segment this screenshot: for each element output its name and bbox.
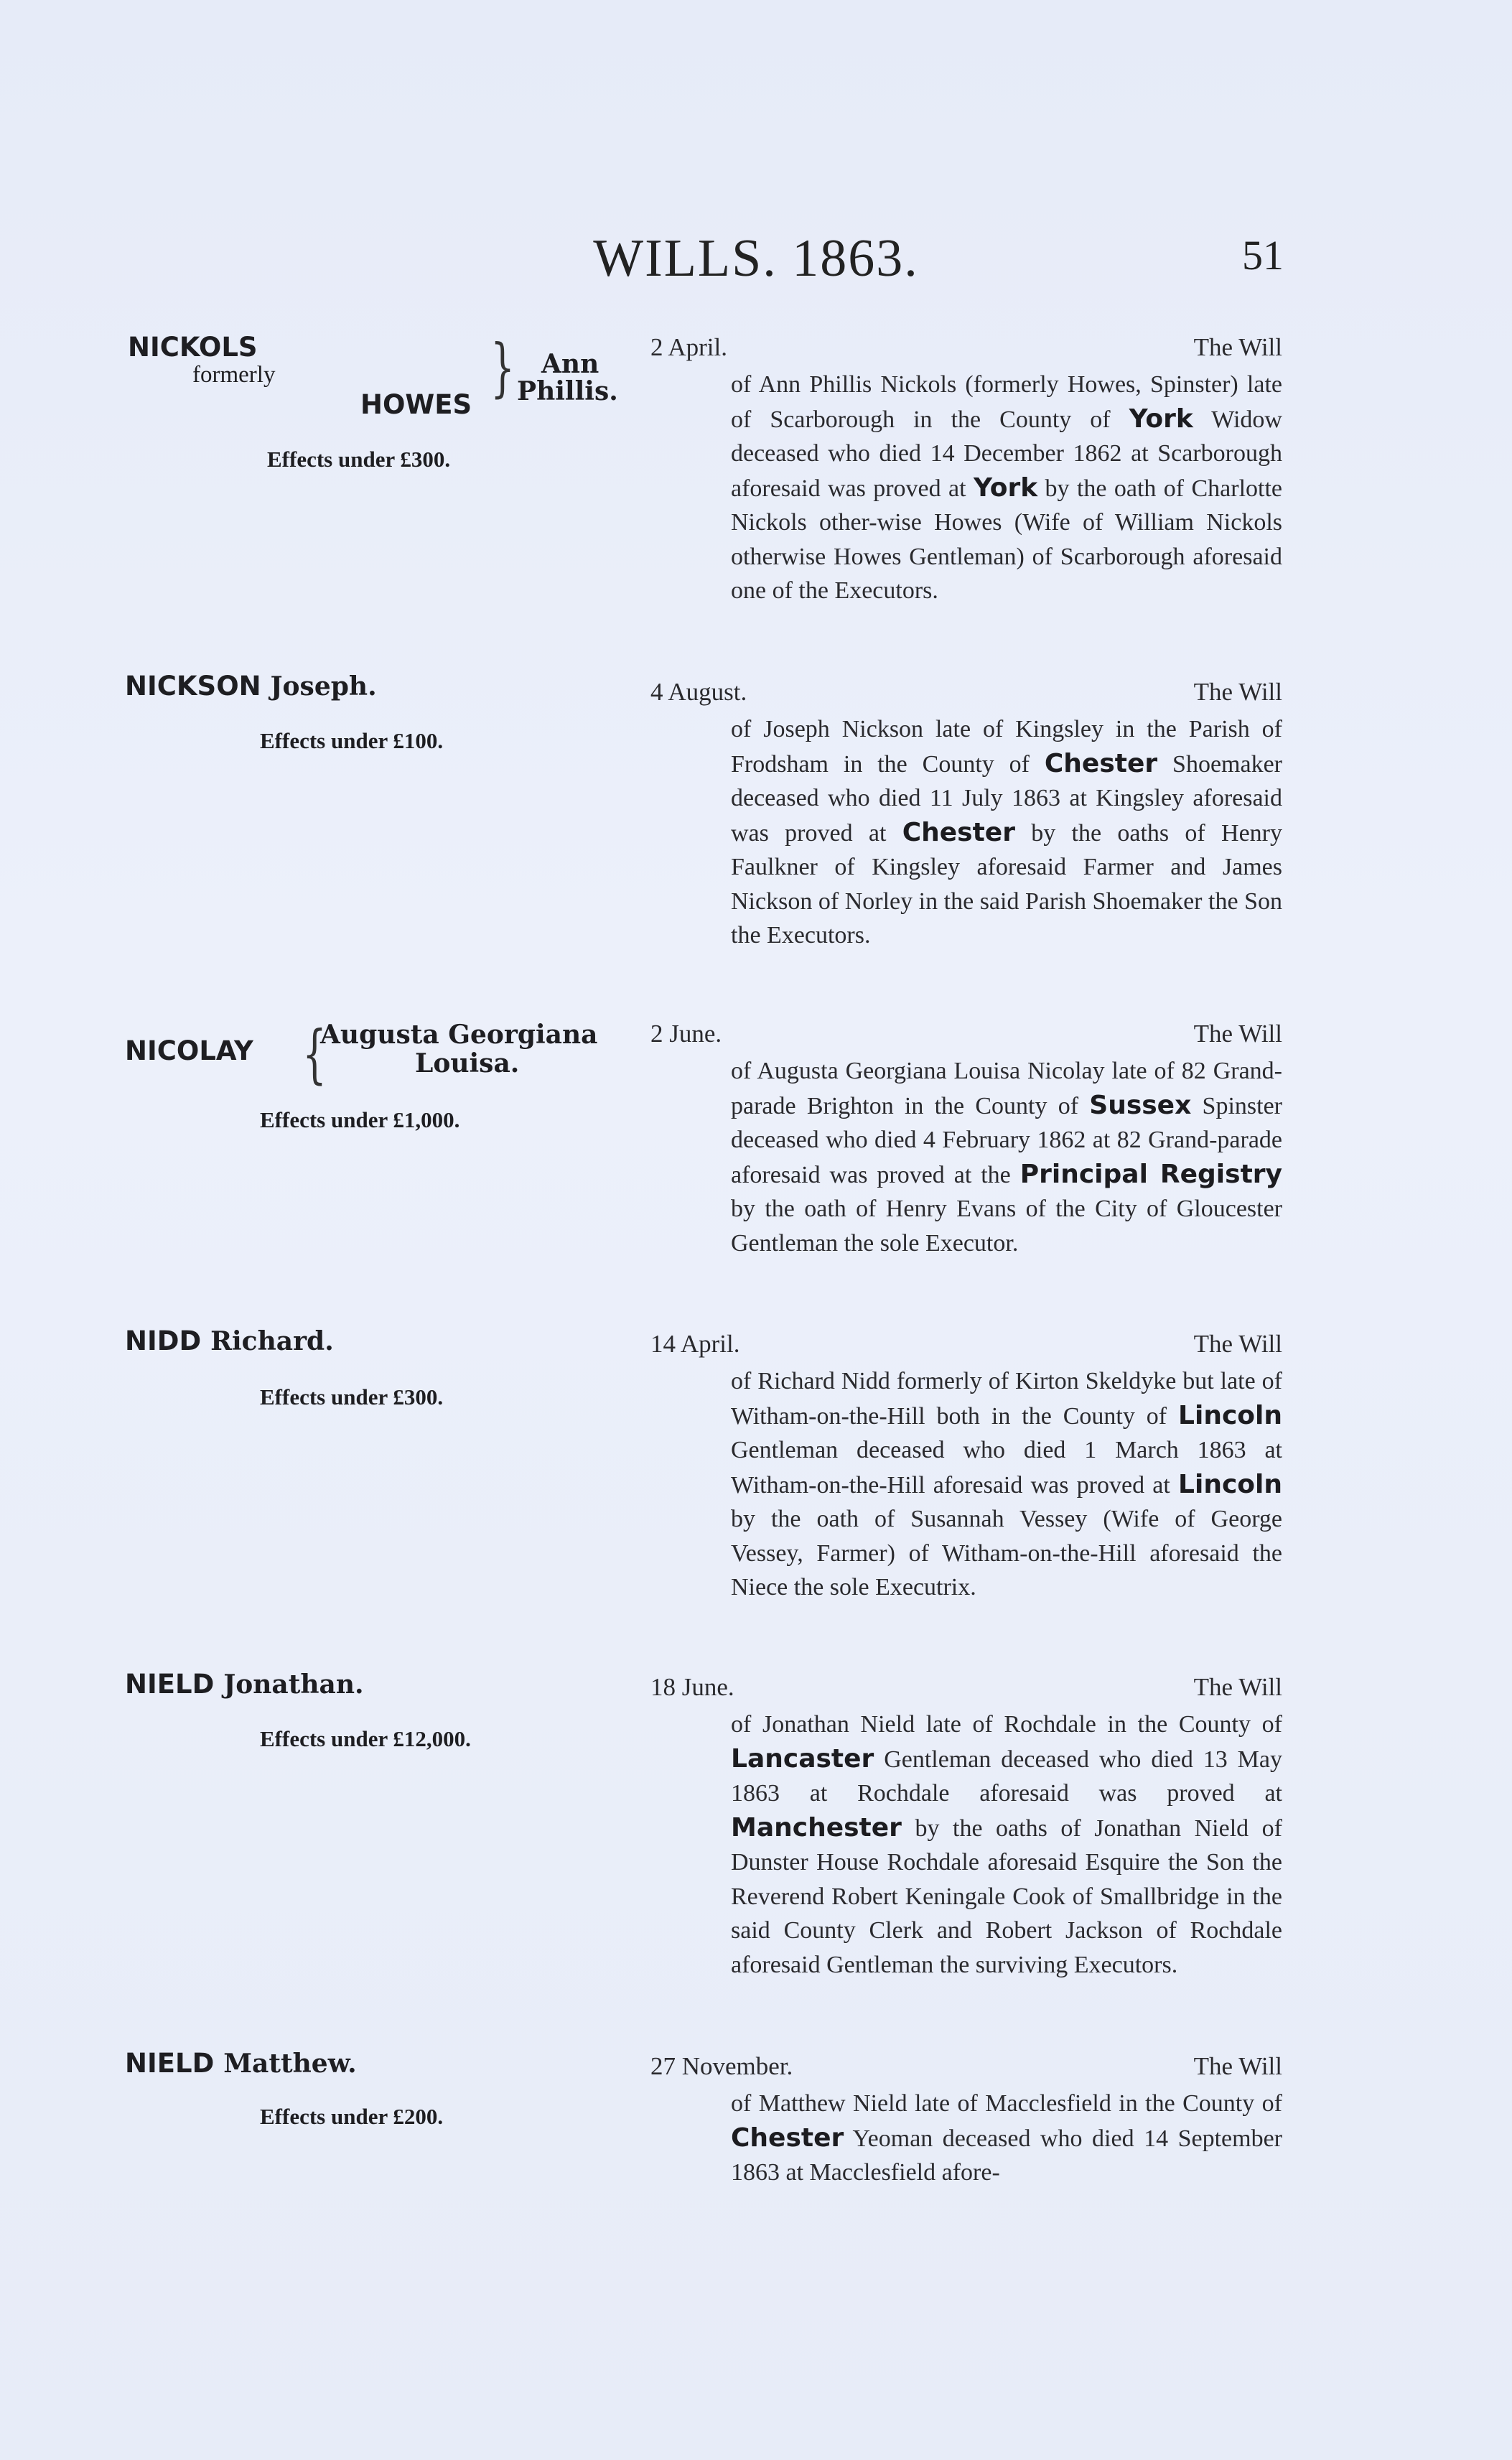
given-name: Joseph. — [270, 671, 377, 702]
probate-date: 2 April. — [650, 333, 727, 361]
county-name: Lincoln — [1178, 1469, 1282, 1499]
entry-body: of Augusta Georgiana Louisa Nicolay late of 82 Grand-parade Brighton in the County of Sussex Spinster deceased who died 4 February 1862 at 82 Grand-parade aforesaid was proved at the Principal Registry by the oath of Henry Evans of the City of Gloucester Gentleman the sole Executor. — [731, 1058, 1282, 1257]
entry-text-block — [643, 1673, 1282, 1982]
surname: NIELD — [125, 1669, 215, 1700]
surname: NICKSON — [125, 671, 261, 702]
probate-date: 18 June. — [650, 1673, 734, 1701]
entry-body: of Ann Phillis Nickols (formerly Howes, Spinster) late of Scarborough in the County of York Widow deceased who died 14 December 1862 at Scarborough aforesaid was proved at York by the oath of Charlotte Nickols other-wise Howes (Wife of William Nickols otherwise Howes Gentleman) of Scarborough aforesaid one of the Executors. — [731, 371, 1283, 604]
entry-text-block — [643, 2052, 1282, 2190]
former-surname: HOWES — [360, 389, 472, 420]
probate-date: 14 April. — [650, 1330, 740, 1358]
county-name: York — [1129, 404, 1193, 434]
will-label: The Will — [1193, 678, 1282, 706]
surname: NIELD — [125, 2048, 215, 2079]
surname: NICKOLS — [128, 332, 258, 363]
page-number: 51 — [1242, 232, 1284, 279]
entry-body: of Jonathan Nield late of Rochdale in the County of Lancaster Gentleman deceased who died 13 May 1863 at Rochdale aforesaid was proved at Manchester by the oaths of Jonathan Nield of Dunster House Rochdale aforesaid Esquire the Son the Reverend Robert Keningale Cook of Smallbridge in the said County Clerk and Robert Jackson of Rochdale aforesaid Gentleman the surviving Executors. — [731, 1711, 1282, 1978]
will-label: The Will — [1193, 1330, 1282, 1358]
page-title: WILLS. 1863. — [593, 229, 919, 288]
formerly-label: formerly — [192, 362, 276, 388]
entry-text-block — [643, 1330, 1282, 1605]
entry-text-block — [643, 1020, 1282, 1260]
county-name: Sussex — [1089, 1090, 1192, 1120]
county-name: Lincoln — [1178, 1400, 1282, 1430]
effects-value: Effects under £100. — [260, 728, 444, 753]
brace-glyph: { — [302, 1017, 327, 1091]
probate-date: 2 June. — [650, 1020, 722, 1048]
given-name-line1: Augusta Georgiana — [320, 1020, 598, 1050]
county-name: Chester — [1044, 748, 1158, 778]
effects-value: Effects under £200. — [260, 2104, 444, 2129]
entry-body: of Joseph Nickson late of Kingsley in the Parish of Frodsham in the County of Chester Shoemaker deceased who died 11 July 1863 at Kingsley aforesaid was proved at Chester by the oaths of Henry Faulkner of Kingsley aforesaid Farmer and James Nickson of Norley in the said Parish Shoemaker the Son the Executors. — [731, 716, 1282, 949]
county-name: Chester — [902, 817, 1015, 847]
entry-body: of Matthew Nield late of Macclesfield in the County of Chester Yeoman deceased who died 14 September 1863 at Macclesfield afore- — [731, 2090, 1282, 2186]
will-label: The Will — [1193, 2052, 1282, 2080]
given-name: Matthew. — [223, 2049, 357, 2079]
brace-glyph: } — [490, 330, 515, 404]
entry-body: of Richard Nidd formerly of Kirton Skeldyke but late of Witham-on-the-Hill both in the County of Lincoln Gentleman deceased who died 1 March 1863 at Witham-on-the-Hill aforesaid was proved at Lincoln by the oath of Susannah Vessey (Wife of George Vessey, Farmer) of Witham-on-the-Hill aforesaid the Niece the sole Executrix. — [731, 1368, 1282, 1601]
given-name-line2: Phillis. — [517, 376, 618, 406]
effects-value: Effects under £300. — [260, 1384, 444, 1410]
registry-name: Manchester — [731, 1812, 902, 1842]
county-name: York — [973, 472, 1038, 503]
surname: NIDD — [125, 1325, 202, 1356]
will-label: The Will — [1193, 1673, 1282, 1701]
surname: NICOLAY — [125, 1035, 253, 1066]
entry-name-block — [125, 329, 627, 437]
probate-date: 4 August. — [650, 678, 747, 706]
effects-value: Effects under £12,000. — [260, 1726, 471, 1751]
probate-date: 27 November. — [650, 2052, 793, 2080]
will-label: The Will — [1193, 333, 1282, 361]
given-name: Jonathan. — [223, 1669, 364, 1700]
effects-value: Effects under £300. — [267, 447, 451, 472]
given-name: Richard. — [210, 1326, 334, 1356]
registry-name: Principal Registry — [1019, 1159, 1282, 1189]
effects-value: Effects under £1,000. — [260, 1107, 460, 1132]
entry-text-block — [643, 678, 1282, 953]
county-name: Chester — [731, 2123, 844, 2153]
given-name-line1: Ann — [541, 349, 599, 379]
entry-text-block — [643, 333, 1282, 608]
given-name-line2: Louisa. — [415, 1048, 520, 1078]
will-label: The Will — [1193, 1020, 1282, 1048]
county-name: Lancaster — [731, 1743, 874, 1774]
